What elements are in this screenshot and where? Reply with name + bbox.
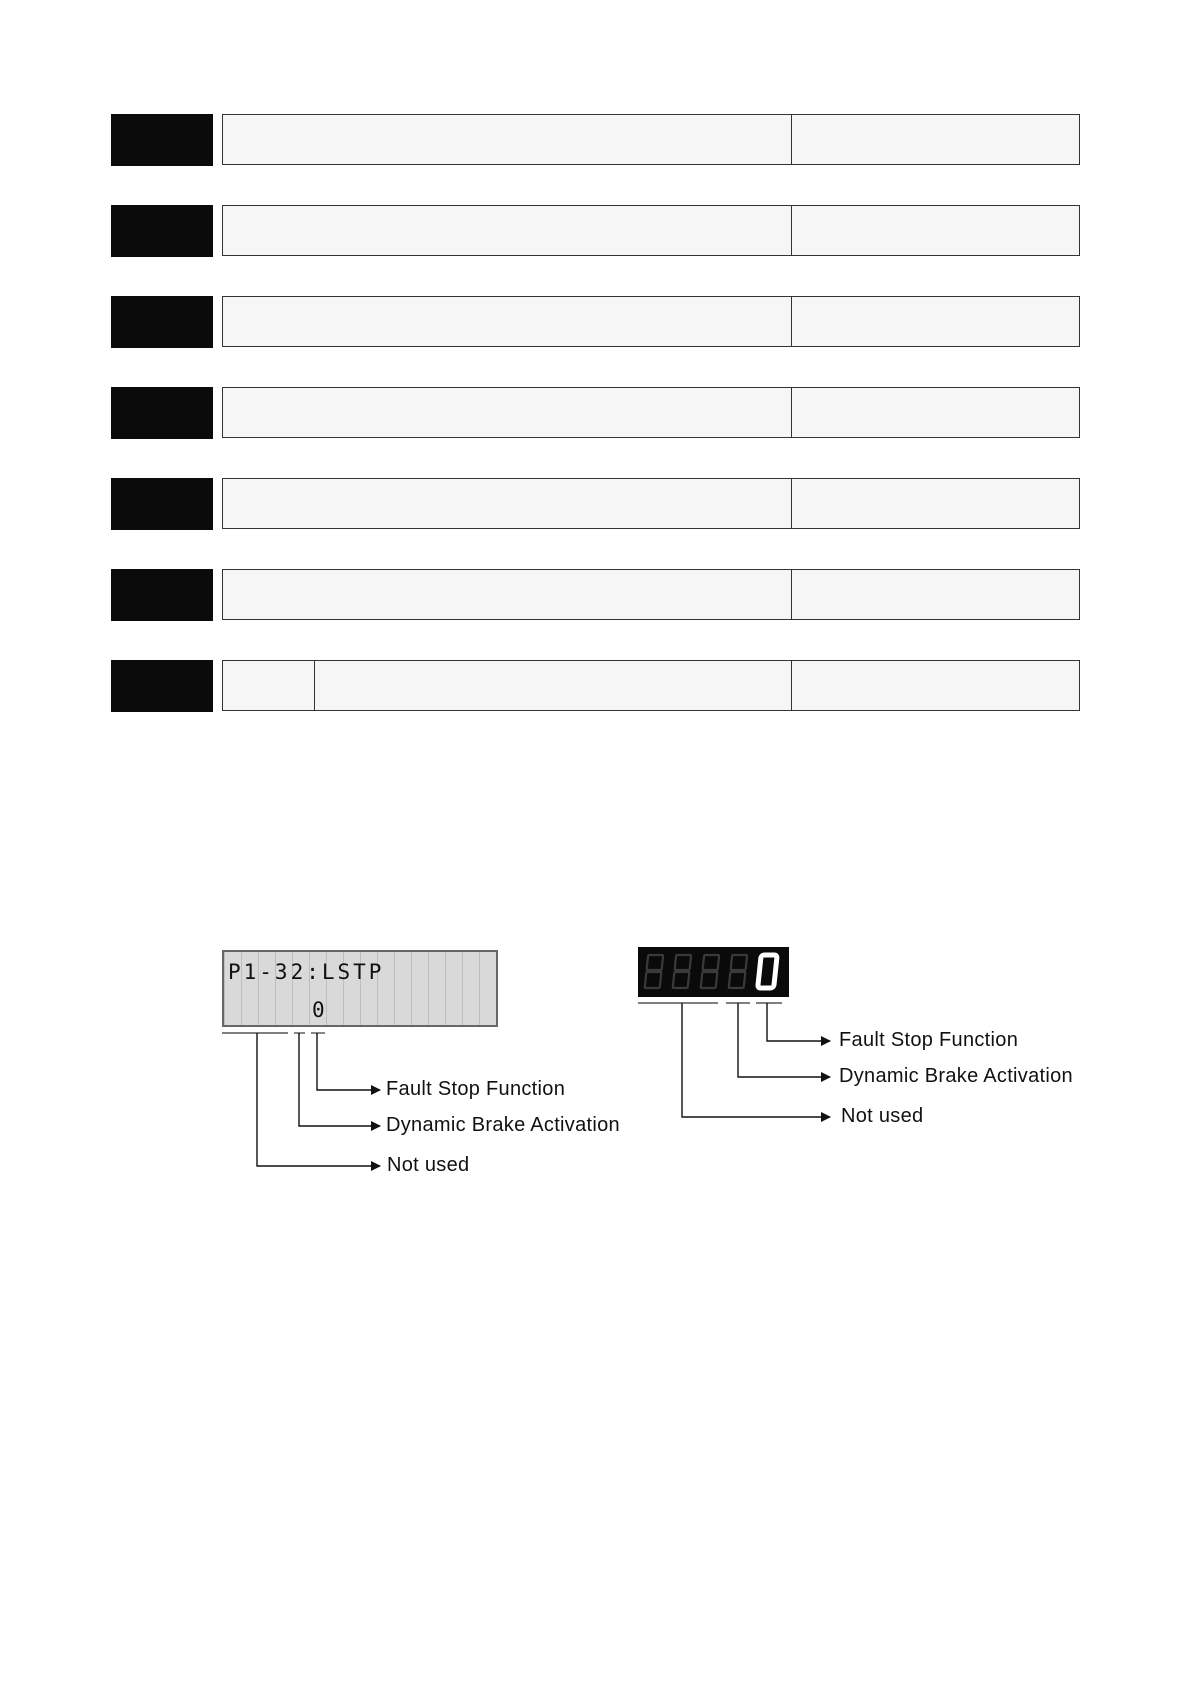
lcd-brake-leader: [299, 1033, 380, 1126]
led-brake-leader: [738, 1003, 830, 1077]
led-fault-leader: [767, 1003, 830, 1041]
lcd-label-fault-stop: Fault Stop Function: [386, 1078, 566, 1100]
led-label-not-used: Not used: [841, 1105, 924, 1127]
lcd-not-used-leader: [257, 1033, 380, 1166]
lcd-label-dynamic-brake: Dynamic Brake Activation: [386, 1114, 620, 1136]
lcd-fault-leader: [317, 1033, 380, 1090]
lcd-line-2: 0: [312, 998, 328, 1022]
led-not-used-leader: [682, 1003, 830, 1117]
led-label-fault-stop: Fault Stop Function: [839, 1029, 1019, 1051]
lcd-line-1: P1-32:LSTP: [228, 960, 385, 984]
led-label-dynamic-brake: Dynamic Brake Activation: [839, 1065, 1073, 1087]
lcd-label-not-used: Not used: [387, 1154, 470, 1176]
